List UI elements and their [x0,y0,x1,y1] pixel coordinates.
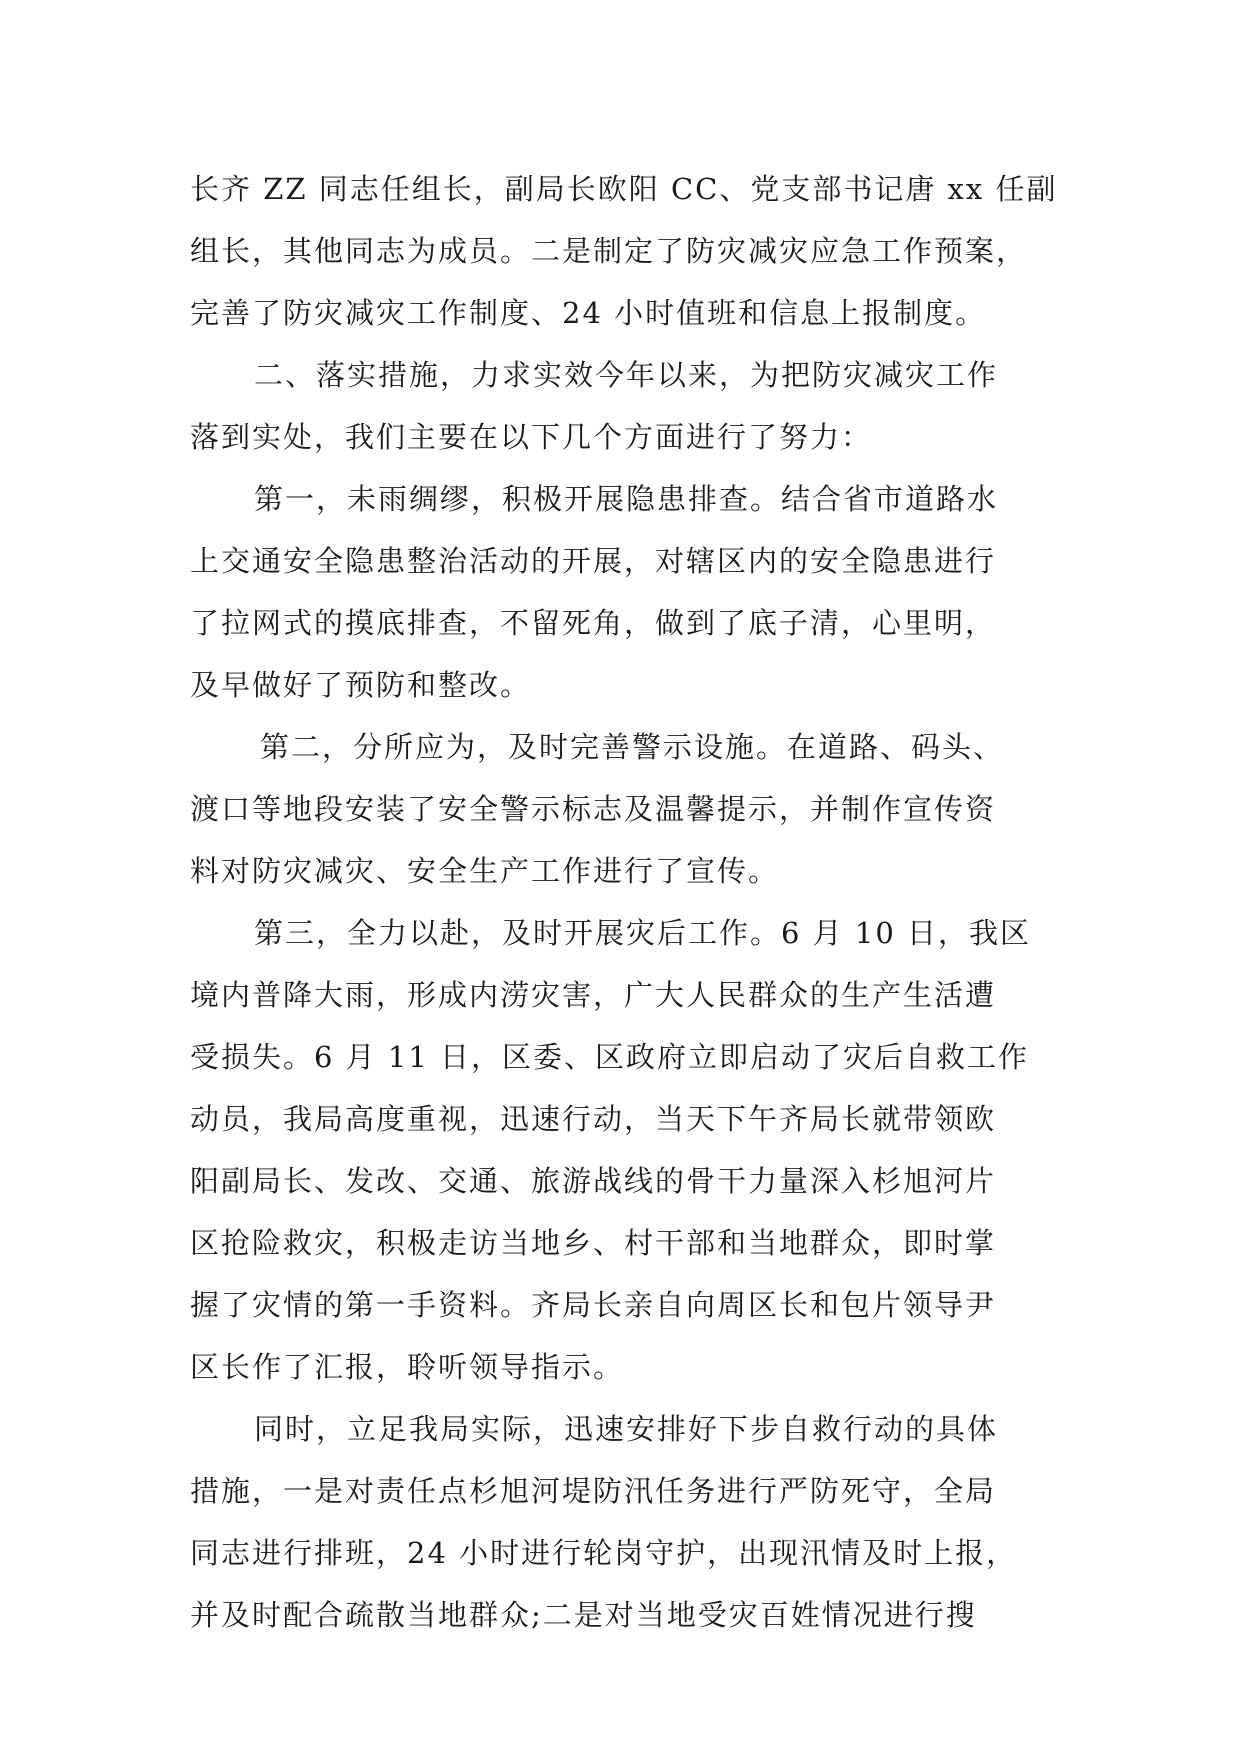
text-line: 及早做好了预防和整改。 [190,668,532,702]
paragraph-start-line: 第二，分所应为，及时完善警示设施。在道路、码头、 [260,730,1005,764]
text-line: 受损失。6 月 11 日，区委、区政府立即启动了灾后自救工作 [190,1040,1030,1074]
text-line: 料对防灾减灾、安全生产工作进行了宣传。 [190,854,780,888]
text-line: 落到实处，我们主要在以下几个方面进行了努力： [190,420,873,454]
body-text [190,158,1070,1646]
paragraph-start-line: 二、落实措施，力求实效今年以来，为把防灾减灾工作 [254,358,999,392]
text-line: 区抢险救灾，积极走访当地乡、村干部和当地群众，即时掌 [190,1226,997,1260]
text-line: 完善了防灾减灾工作制度、24 小时值班和信息上报制度。 [190,296,987,330]
text-line: 动员，我局高度重视，迅速行动，当天下午齐局长就带领欧 [190,1102,997,1136]
text-line: 并及时配合疏散当地群众;二是对当地受灾百姓情况进行搜 [190,1598,977,1632]
text-line: 境内普降大雨，形成内涝灾害，广大人民群众的生产生活遭 [190,978,997,1012]
text-line: 渡口等地段安装了安全警示标志及温馨提示，并制作宣传资 [190,792,997,826]
text-line: 措施，一是对责任点杉旭河堤防汛任务进行严防死守，全局 [190,1474,997,1508]
text-line: 上交通安全隐患整治活动的开展，对辖区内的安全隐患进行 [190,544,997,578]
paragraph-start-line: 同时，立足我局实际，迅速安排好下步自救行动的具体 [254,1412,999,1446]
text-line: 组长，其他同志为成员。二是制定了防灾减灾应急工作预案， [190,234,1028,268]
paragraph-start-line: 第一，未雨绸缪，积极开展隐患排查。结合省市道路水 [254,482,999,516]
text-line: 同志进行排班，24 小时进行轮岗守护，出现汛情及时上报， [190,1536,1018,1570]
text-line: 阳副局长、发改、交通、旅游战线的骨干力量深入杉旭河片 [190,1164,997,1198]
text-line: 长齐 ZZ 同志任组长，副局长欧阳 CC、党支部书记唐 xx 任副 [190,172,1058,206]
text-line: 了拉网式的摸底排查，不留死角，做到了底子清，心里明， [190,606,997,640]
paragraph-start-line: 第三，全力以赴，及时开展灾后工作。6 月 10 日，我区 [254,916,1032,950]
text-line: 区长作了汇报，聆听领导指示。 [190,1350,625,1384]
text-line: 握了灾情的第一手资料。齐局长亲自向周区长和包片领导尹 [190,1288,997,1322]
